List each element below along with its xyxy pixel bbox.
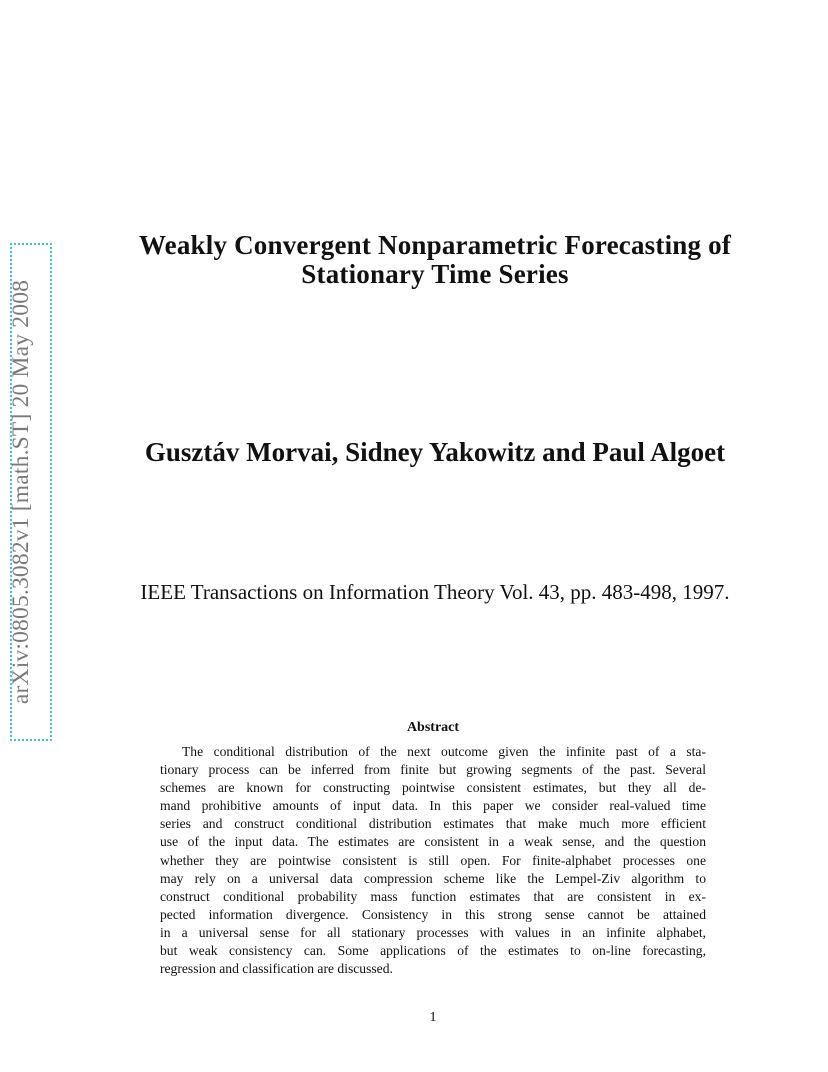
abstract-heading: Abstract: [406, 720, 460, 735]
abstract-line: construct conditional probability mass function estimates that are consistent in ex-: [160, 888, 706, 904]
abstract-line: regression and classification are discussed.: [160, 961, 393, 977]
abstract-body: [160, 743, 706, 978]
abstract-line: use of the input data. The estimates are consistent in a weak sense, and the question: [160, 834, 706, 850]
page-number: 1: [429, 1010, 437, 1025]
journal-citation: IEEE Transactions on Information Theory Vol. 43, pp. 483-498, 1997.: [140, 580, 730, 604]
abstract-line: in a universal sense for all stationary processes with values in an infinite alphabet,: [160, 924, 706, 940]
title-line-1: Weakly Convergent Nonparametric Forecasting of: [138, 230, 732, 260]
abstract-line: may rely on a universal data compression scheme like the Lempel-Ziv algorithm to: [160, 870, 706, 886]
paper-title: [70, 231, 800, 289]
abstract-line: mand prohibitive amounts of input data. In this paper we consider real-valued time: [160, 798, 706, 814]
abstract-line: The conditional distribution of the next outcome given the infinite past of a sta-: [182, 744, 706, 759]
abstract-line: tionary process can be inferred from finite but growing segments of the past. Several: [160, 762, 706, 778]
paper-authors: Gusztáv Morvai, Sidney Yakowitz and Paul Algoet: [144, 437, 726, 467]
title-line-2: Stationary Time Series: [301, 259, 569, 289]
abstract-line: series and construct conditional distribution estimates that make much more efficient: [160, 816, 706, 832]
abstract-line: pected information divergence. Consistency in this strong sense cannot be attained: [160, 906, 706, 922]
arxiv-identifier: arXiv:0805.3082v1 [math.ST] 20 May 2008: [8, 279, 34, 705]
abstract-line: but weak consistency can. Some applications of the estimates to on-line forecasting,: [160, 943, 706, 959]
abstract-line: schemes are known for constructing pointwise consistent estimates, but they all de-: [160, 780, 706, 796]
abstract-line: whether they are pointwise consistent is still open. For finite-alphabet processes one: [160, 852, 706, 868]
